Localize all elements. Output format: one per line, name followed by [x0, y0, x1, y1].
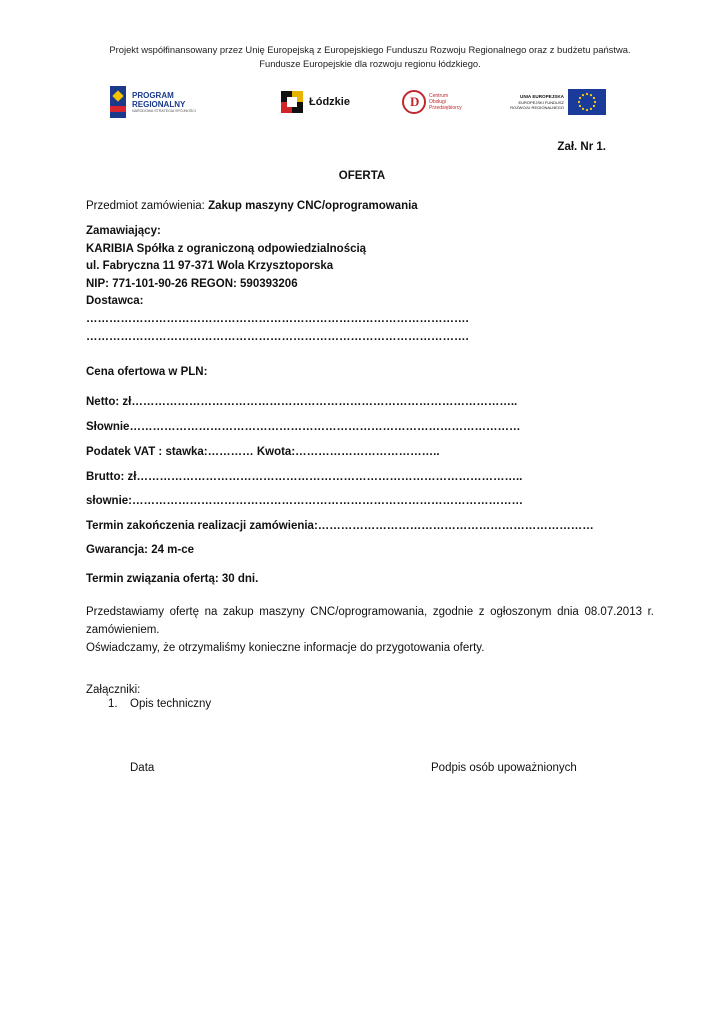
statement-offer: Przedstawiamy ofertę na zakup maszyny CNC/oprogramowania, zgodnie z ogłoszonym dnia 08.07.2013 r. zamówieniem. — [86, 606, 654, 636]
cop-logo-line-1: Centrum — [429, 93, 449, 99]
netto-field: Netto: zł……………………………………………………………………………………….. — [86, 396, 518, 408]
lodzkie-logo — [281, 85, 353, 119]
attachment-number: Zał. Nr 1. — [557, 141, 606, 153]
european-union-logo — [506, 85, 606, 119]
statement-information: Oświadczamy, że otrzymaliśmy konieczne informacje do przygotowania oferty. — [86, 642, 485, 654]
program-logo-line-3: NARODOWA STRATEGIA SPÓJNOŚCI — [132, 108, 196, 113]
program-regionalny-mark-icon — [110, 86, 126, 118]
ue-logo-line-3: ROZWOJU REGIONALNEGO — [510, 105, 564, 110]
buyer-address: ul. Fabryczna 11 97-371 Wola Krzysztoporska — [86, 260, 334, 272]
centrum-obslugi-logo — [402, 85, 464, 119]
document-title: OFERTA — [338, 170, 386, 182]
netto-words-field: Słownie………………………………………………………………………………………… — [86, 421, 521, 433]
offer-validity: Termin związania ofertą: 30 dni. — [86, 573, 259, 585]
eu-flag-icon — [568, 89, 606, 115]
price-heading: Cena ofertowa w PLN: — [86, 366, 208, 378]
lodzkie-mark-icon — [281, 91, 303, 113]
date-label: Data — [130, 762, 155, 774]
cofinancing-header — [60, 43, 680, 71]
completion-deadline-field: Termin zakończenia realizacji zamówienia:……………………………………………………………… — [86, 520, 594, 532]
buyer-label: Zamawiający: — [86, 225, 161, 237]
header-line-1: Projekt współfinansowany przez Unię Europejską z Europejskiego Funduszu Rozwoju Regionalnego oraz z budżetu państwa. — [109, 44, 631, 55]
cop-logo-line-2: Obsługi — [429, 99, 446, 105]
supplier-label: Dostawca: — [86, 295, 144, 307]
attachment-text-1: Opis techniczny — [130, 698, 212, 710]
buyer-ids: NIP: 771-101-90-26 REGON: 590393206 — [86, 278, 298, 290]
attachment-list-item — [108, 698, 211, 710]
brutto-words-field: słownie:………………………………………………………………………………………… — [86, 495, 524, 507]
supplier-field-2: ………………………………………………………………………………………. — [86, 331, 469, 343]
vat-field: Podatek VAT : stawka:………… Kwota:……………………………….. — [86, 446, 440, 458]
program-logo-line-1: PROGRAM — [132, 90, 174, 100]
lodzkie-logo-text: Łódzkie — [309, 96, 350, 108]
ue-logo-line-1: UNIA EUROPEJSKA — [520, 94, 564, 99]
buyer-name: KARIBIA Spółka z ograniczoną odpowiedzialnością — [86, 243, 367, 255]
ue-logo-line-2: EUROPEJSKI FUNDUSZ — [518, 100, 564, 105]
attachments-label: Załączniki: — [86, 684, 141, 696]
program-regionalny-logo — [110, 85, 220, 119]
header-line-2: Fundusze Europejskie dla rozwoju regionu łódzkiego. — [259, 58, 481, 69]
centrum-obslugi-mark-icon: D — [402, 90, 426, 114]
cop-logo-line-3: Przedsiębiorcy — [429, 105, 462, 111]
program-logo-line-2: REGIONALNY — [132, 99, 186, 109]
subject-line — [86, 200, 418, 212]
attachment-number-1: 1. — [108, 698, 118, 710]
subject-value: Zakup maszyny CNC/oprogramowania — [208, 200, 418, 212]
supplier-field-1: ………………………………………………………………………………………. — [86, 313, 469, 325]
brutto-field: Brutto: zł……………………………………………………………………………………….. — [86, 471, 523, 483]
signature-label: Podpis osób upoważnionych — [431, 762, 577, 774]
warranty: Gwarancja: 24 m-ce — [86, 544, 195, 556]
logo-bar — [0, 85, 724, 121]
subject-label: Przedmiot zamówienia: — [86, 200, 205, 212]
